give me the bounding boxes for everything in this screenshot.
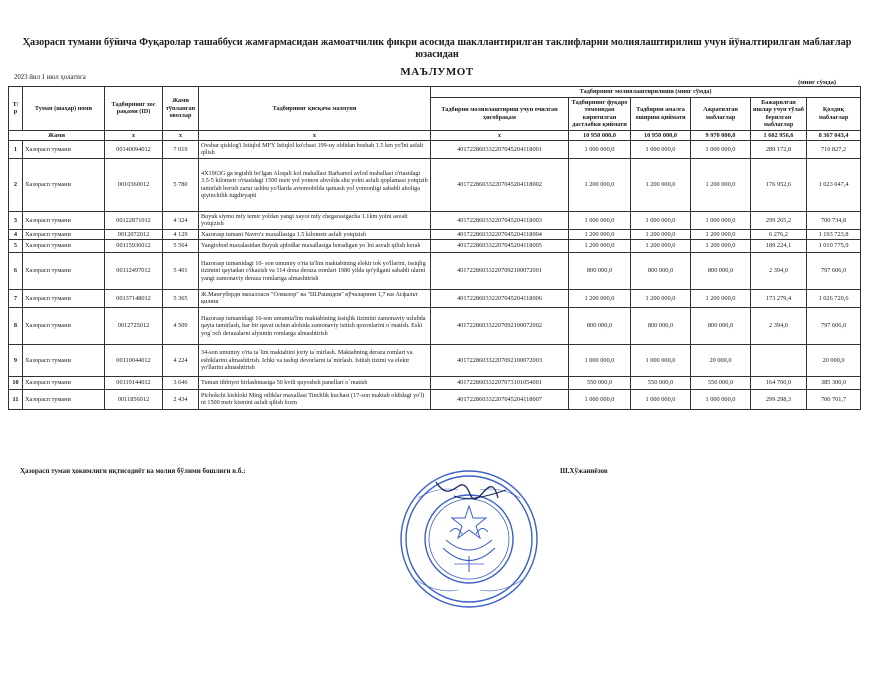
row-allocated: 1 200 000,0 xyxy=(691,290,751,308)
row-votes: 5 365 xyxy=(163,290,199,308)
row-remaining: 797 606,0 xyxy=(807,307,861,344)
table-row xyxy=(9,290,861,308)
header-row-1 xyxy=(9,87,861,98)
row-allocated: 800 000,0 xyxy=(691,307,751,344)
row-actual-value: 1 000 000,0 xyxy=(631,211,691,229)
col-district: Туман (шаҳар) номи xyxy=(23,87,105,131)
row-paid: 189 224,1 xyxy=(751,240,807,253)
row-votes: 4 224 xyxy=(163,344,199,376)
row-paid: 6 276,2 xyxy=(751,229,807,239)
col-actual-value: Тадбирни амалга ошириш қиймати xyxy=(631,98,691,131)
row-project-id: 00112497012 xyxy=(105,253,163,290)
row-summary: Hazorasp tumanidagi 10- son umumiy o'rta ta'lim maktabining elektr tok yo'llarini, issiqlig tizimini qaytadan o'tkazish va 114 dona deraza romlari 1980 yilda qo'yilgani sababli ularni yangi zamonaviy deraza romlariga almashtirish xyxy=(199,253,431,290)
col-citizen-value: Тадбирнинг фуқаро томонидан киритилган дастлабки қиймати xyxy=(569,98,631,131)
row-actual-value: 1 200 000,0 xyxy=(631,240,691,253)
row-votes: 3 646 xyxy=(163,376,199,389)
col-paid: Бажарилган ишлар учун тўлаб берилган маблағлар xyxy=(751,98,807,131)
row-actual-value: 800 000,0 xyxy=(631,307,691,344)
row-district: Хазорасп тумани xyxy=(23,344,105,376)
row-votes: 2 434 xyxy=(163,389,199,409)
official-seal-icon xyxy=(398,468,540,610)
row-actual-value: 800 000,0 xyxy=(631,253,691,290)
row-account: 401722860332207092100072002 xyxy=(431,307,569,344)
col-num: Т/р xyxy=(9,87,23,131)
total-x: x xyxy=(431,130,569,140)
total-x: x xyxy=(199,130,431,140)
total-remaining: 8 367 043,4 xyxy=(807,130,861,140)
row-project-id: 00110044012 xyxy=(105,344,163,376)
row-project-id: 0012072012 xyxy=(105,229,163,239)
row-actual-value: 1 200 000,0 xyxy=(631,290,691,308)
row-summary: 34-son umumiy o'rta ta`lim maktabini joriy ta`mirlash. Maktabning deraza romlari va eshiklarini almashtirish. Ichki va tashqi devorlarni ta`mirlash. Isitish tizimi va elektr yo'llarini almashtirish xyxy=(199,344,431,376)
table-row xyxy=(9,344,861,376)
row-actual-value: 550 000,0 xyxy=(631,376,691,389)
row-project-id: 00119144012 xyxy=(105,376,163,389)
table-row xyxy=(9,158,861,211)
row-allocated: 1 000 000,0 xyxy=(691,389,751,409)
row-citizen-value: 1 200 000,0 xyxy=(569,158,631,211)
row-project-id: 00122871012 xyxy=(105,211,163,229)
row-summary: Pichokchi kishloki Ming otliklar maxallasi Tinchlik kuchasi (17-son maktab oldidagi yo'l) ni 1500 metr kismini asfalt qilish lozm xyxy=(199,389,431,409)
row-account: 401722860332207092100072003 xyxy=(431,344,569,376)
row-paid: 176 952,6 xyxy=(751,158,807,211)
col-project-id: Тадбирнинг хос рақами (ID) xyxy=(105,87,163,131)
col-remaining: Қолдиқ маблағлар xyxy=(807,98,861,131)
row-citizen-value: 1 000 000,0 xyxy=(569,389,631,409)
row-citizen-value: 1 000 000,0 xyxy=(569,141,631,159)
row-allocated: 550 000,0 xyxy=(691,376,751,389)
row-actual-value: 1 000 000,0 xyxy=(631,344,691,376)
row-number: 3 xyxy=(9,211,23,229)
row-actual-value: 1 000 000,0 xyxy=(631,389,691,409)
row-summary: Ж.Мангубердн махалласи "Олмазор" ва "Ш.Рашидов" кўчаларини 1,7 км Асфальт қилиш xyxy=(199,290,431,308)
col-summary: Тадбирнинг қисқача мазмуни xyxy=(199,87,431,131)
row-account: 401722860332207092100072001 xyxy=(431,253,569,290)
row-paid: 289 172,8 xyxy=(751,141,807,159)
row-account: 401722860332207045204118005 xyxy=(431,240,569,253)
row-votes: 5 780 xyxy=(163,158,199,211)
row-account: 401722860332207045204118007 xyxy=(431,389,569,409)
row-district: Хазорасп тумани xyxy=(23,240,105,253)
row-district: Хазорасп тумани xyxy=(23,376,105,389)
total-citizen-value: 10 950 000,0 xyxy=(569,130,631,140)
total-actual-value: 10 950 000,0 xyxy=(631,130,691,140)
row-summary: Tuman tibbiyot birlashmasiga 50 kvtli quyoshsh panellari o`rnatish xyxy=(199,376,431,389)
row-district: Хазорасп тумани xyxy=(23,389,105,409)
row-actual-value: 1 200 000,0 xyxy=(631,229,691,239)
row-actual-value: 1 200 000,0 xyxy=(631,158,691,211)
total-paid: 1 602 956,6 xyxy=(751,130,807,140)
row-remaining: 1 010 775,9 xyxy=(807,240,861,253)
table-body xyxy=(9,141,861,410)
signatory-title: Ҳазорасп туман ҳокимлиги иқтисодиёт ва молия бўлими бошлиғи в.б.: xyxy=(20,467,246,475)
signatory-name: Ш.Хўжаниёзов xyxy=(560,467,608,475)
report-date: 2023 йил 1 июл ҳолатига xyxy=(14,74,86,81)
row-account: 401722860332207045204118004 xyxy=(431,229,569,239)
row-votes: 4 129 xyxy=(163,229,199,239)
row-project-id: 0010360012 xyxy=(105,158,163,211)
row-summary: Yangiobod maxalasidan Buyuk ajdodlar maxallasiga boradigan yo`lni asvalt qilish kerak xyxy=(199,240,431,253)
row-district: Хазорасп тумани xyxy=(23,290,105,308)
document-title: Ҳазорасп тумани бўйича Фуқаролар ташаббуси жамғармасидан жамоатчилик фикри асосида шакллантирилган таклифларни молиялаштирилиш учун йўналтирилган маблағлар юзасидан xyxy=(22,37,852,60)
row-remaining: 20 000,0 xyxy=(807,344,861,376)
row-citizen-value: 550 000,0 xyxy=(569,376,631,389)
units-label: (минг сўмда) xyxy=(798,79,836,86)
table-row xyxy=(9,229,861,239)
row-district: Хазорасп тумани xyxy=(23,141,105,159)
row-project-id: 0012725012 xyxy=(105,307,163,344)
table-row xyxy=(9,240,861,253)
table-row xyxy=(9,376,861,389)
total-row xyxy=(9,130,861,140)
total-x: x xyxy=(163,130,199,140)
row-account: 401722860332207045204118001 xyxy=(431,141,569,159)
table-row xyxy=(9,389,861,409)
row-citizen-value: 1 200 000,0 xyxy=(569,229,631,239)
row-project-id: 0011856012 xyxy=(105,389,163,409)
row-citizen-value: 1 200 000,0 xyxy=(569,240,631,253)
row-citizen-value: 800 000,0 xyxy=(569,307,631,344)
row-account: 401722860332207045204118003 xyxy=(431,211,569,229)
row-remaining: 797 606,0 xyxy=(807,253,861,290)
table-row xyxy=(9,211,861,229)
row-allocated: 20 000,0 xyxy=(691,344,751,376)
row-account: 401722860332207073101054001 xyxy=(431,376,569,389)
row-district: Хазорасп тумани xyxy=(23,253,105,290)
row-allocated: 1 200 000,0 xyxy=(691,229,751,239)
row-votes: 4 509 xyxy=(163,307,199,344)
row-allocated: 1 200 000,0 xyxy=(691,240,751,253)
row-number: 10 xyxy=(9,376,23,389)
row-number: 5 xyxy=(9,240,23,253)
row-citizen-value: 1 200 000,0 xyxy=(569,290,631,308)
row-votes: 5 401 xyxy=(163,253,199,290)
row-paid: 2 394,0 xyxy=(751,307,807,344)
row-number: 9 xyxy=(9,344,23,376)
row-remaining: 1 023 047,4 xyxy=(807,158,861,211)
row-project-id: 00140094012 xyxy=(105,141,163,159)
row-number: 2 xyxy=(9,158,23,211)
row-paid: 173 279,4 xyxy=(751,290,807,308)
total-label: Жами xyxy=(9,130,105,140)
row-project-id: 00137148012 xyxy=(105,290,163,308)
row-district: Хазорасп тумани xyxy=(23,307,105,344)
document-type: МАЪЛУМОТ xyxy=(400,66,474,78)
row-summary: Xazorasp tumani Navro'z maxallasiga 1.5 kilometr asfalt yotqizish xyxy=(199,229,431,239)
row-number: 1 xyxy=(9,141,23,159)
row-number: 6 xyxy=(9,253,23,290)
row-allocated: 1 000 000,0 xyxy=(691,141,751,159)
row-number: 4 xyxy=(9,229,23,239)
table-row xyxy=(9,141,861,159)
financing-table xyxy=(8,86,861,410)
row-summary: 4X1963G ga tegishli bo'lgan Aloqali kol mahallasi Barkamol avlod mahallasi o'rtasidagi 3.5-5 kilometr o'rtasidagi 1500 metr yol yomon abvolda shu yolni asfalt qoplamasi yotqizib tamirlab berish zarur ushbu yo'llarda avtomobilda qatnash yol yomonligi sababli aholiga qiyinchilik tugdiryapti xyxy=(199,158,431,211)
row-votes: 5 564 xyxy=(163,240,199,253)
row-account: 401722860332207045204118006 xyxy=(431,290,569,308)
table-row xyxy=(9,307,861,344)
row-paid: 299 298,3 xyxy=(751,389,807,409)
row-number: 7 xyxy=(9,290,23,308)
col-allocated: Ажратилган маблағлар xyxy=(691,98,751,131)
row-remaining: 700 734,8 xyxy=(807,211,861,229)
row-citizen-value: 1 000 000,0 xyxy=(569,211,631,229)
row-citizen-value: 1 000 000,0 xyxy=(569,344,631,376)
row-district: Хазорасп тумани xyxy=(23,229,105,239)
row-paid: 2 394,0 xyxy=(751,253,807,290)
row-account: 401722860332207045204118002 xyxy=(431,158,569,211)
col-financing-group: Тадбирнинг молиялаштирилиши (минг сўмда) xyxy=(431,87,861,98)
row-allocated: 800 000,0 xyxy=(691,253,751,290)
col-account: Тадбирни молиялаштириш учун очилган ҳисобрақам xyxy=(431,98,569,131)
row-remaining: 1 193 723,8 xyxy=(807,229,861,239)
row-actual-value: 1 000 000,0 xyxy=(631,141,691,159)
col-votes: Жами тўпланган овозлар xyxy=(163,87,199,131)
row-allocated: 1 000 000,0 xyxy=(691,211,751,229)
row-project-id: 00115936012 xyxy=(105,240,163,253)
row-paid xyxy=(751,344,807,376)
row-number: 8 xyxy=(9,307,23,344)
row-summary: Buyuk siymo mfy temir yoldan yangi xayot mfy chegarasigacha 1.1km yolni asvalt yotqizish xyxy=(199,211,431,229)
row-district: Хазорасп тумани xyxy=(23,211,105,229)
row-paid: 164 700,0 xyxy=(751,376,807,389)
row-summary: Hazorasp tumanidagi 16-son umumta'lim maktabining issiqlik tizimini zamonaviy uslubda qayta tamirlash, har bir qavat uchun alohida zamonaviy isitish qozonlarini o`rnatish. Eski yog`och derazalarni alyumin romlarga almashtirish xyxy=(199,307,431,344)
table-row xyxy=(9,253,861,290)
row-number: 11 xyxy=(9,389,23,409)
total-allocated: 9 970 000,0 xyxy=(691,130,751,140)
row-remaining: 700 701,7 xyxy=(807,389,861,409)
row-remaining: 710 827,2 xyxy=(807,141,861,159)
row-remaining: 1 026 720,6 xyxy=(807,290,861,308)
row-votes: 7 019 xyxy=(163,141,199,159)
row-votes: 4 324 xyxy=(163,211,199,229)
total-x: x xyxy=(105,130,163,140)
row-remaining: 385 300,0 xyxy=(807,376,861,389)
row-citizen-value: 800 000,0 xyxy=(569,253,631,290)
row-allocated: 1 200 000,0 xyxy=(691,158,751,211)
row-district: Хазорасп тумани xyxy=(23,158,105,211)
row-summary: Ovshar qishlog'i Istiqlol MFY Istiqlol ko'chasi 199-uy oldidan boshab 1.5 km yo'lni asfalt qilish xyxy=(199,141,431,159)
row-paid: 299 265,2 xyxy=(751,211,807,229)
